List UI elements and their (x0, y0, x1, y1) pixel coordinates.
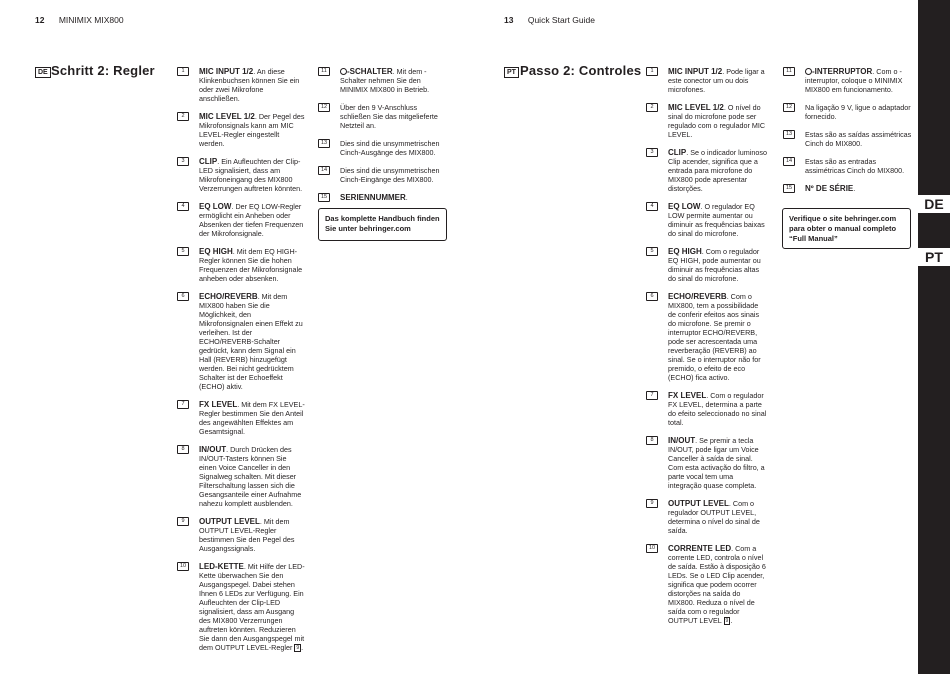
item-number: 6 (177, 292, 189, 301)
item-text: . (853, 184, 856, 193)
item-number: 11 (318, 67, 330, 76)
legend-item: 10 LED-KETTE. Mit Hilfe der LED-Kette überwachen Sie den Ausgangspegel. Dabei stehen Ihnen 6 LEDs zur Verfügung. Ein Aufleuchten der Clip-LED signalisiert, dass am Ausgang des MIX800 Verzerrungen auftreten könnten. Reduzieren Sie dann den Ausgangspegel mit dem OUTPUT LEVEL-Regler 9 . (199, 562, 305, 652)
left-section-title: Schritt 2: Regler (51, 63, 155, 78)
item-text: . Mit dem FX LEVEL-Regler bestimmen Sie den Anteil des angewählten Effektes am Gesamtsignal. (199, 400, 305, 436)
item-text: . Com o -interruptor, coloque o MINIMIX MIX800 em funcionamento. (805, 67, 903, 94)
item-text: Estas são as entradas assimétricas Cinch do MIX800. (805, 157, 905, 175)
item-text: . Ein Aufleuchten der Clip-LED signalisiert, dass am Mikrofoneingang des MIX800 Verzerrungen auftreten könnten. (199, 157, 303, 193)
item-number: 14 (783, 157, 795, 166)
item-number: 9 (177, 517, 189, 526)
legend-item (650, 148, 768, 193)
right-column-2 (785, 67, 915, 202)
right-section-title: Passo 2: Controles (520, 63, 642, 78)
item-text: . Mit dem OUTPUT LEVEL-Regler bestimmen Sie den Pegel des Ausgangssignals. (199, 517, 295, 553)
item-keyword: MIC LEVEL 1/2 (668, 103, 724, 112)
item-keyword: -SCHALTER (347, 67, 393, 76)
item-number: 14 (318, 166, 330, 175)
item-keyword: EQ LOW (668, 202, 701, 211)
item-keyword: EQ HIGH (199, 247, 233, 256)
legend-item (785, 130, 915, 148)
item-text: . Durch Drücken des IN/OUT-Tasters können Sie einen Voice Canceller in den Signalweg schalten. Mit dieser Filterschaltung lassen sich die Gesangsanteile einer Aufnahme nahezu komplett ausblenden. (199, 445, 302, 508)
legend-item (650, 202, 768, 238)
legend-item (785, 157, 915, 175)
item-text: . Der Pegel des Mikrofonsignals kann am MIC LEVEL-Regler eingestellt werden. (199, 112, 305, 148)
legend-item (181, 400, 305, 436)
item-text: Estas são as saídas assimétricas Cinch do MIX800. (805, 130, 912, 148)
legend-item (320, 103, 448, 130)
side-tab-pt[interactable]: PT (918, 248, 950, 266)
item-number: 7 (646, 391, 658, 400)
item-number: 5 (646, 247, 658, 256)
language-side-strip (918, 0, 950, 674)
legend-item (181, 157, 305, 193)
item-number: 2 (177, 112, 189, 121)
right-page-number: 13 (504, 15, 514, 25)
item-text: . Se o indicador luminoso Clip acender, significa que a entrada para microfone do MIX800 pode apresentar distorções. (668, 148, 767, 193)
right-lang-tag: PT (504, 67, 519, 78)
legend-item (181, 67, 305, 103)
legend-item (650, 103, 768, 139)
legend-item (650, 247, 768, 283)
side-tab-de[interactable]: DE (918, 195, 950, 213)
item-number: 1 (646, 67, 658, 76)
item-keyword: -INTERRUPTOR (812, 67, 873, 76)
item-keyword: MIC LEVEL 1/2 (199, 112, 255, 121)
item-number: 2 (646, 103, 658, 112)
right-manual-box: Verifique o site behringer.com para obter o manual completo “Full Manual” (782, 208, 911, 249)
item-number: 4 (646, 202, 658, 211)
item-keyword: SERIENNUMMER (340, 193, 406, 202)
left-column-1 (179, 67, 305, 661)
item-text: Dies sind die unsymmetrischen Cinch-Ausgänge des MIX800. (340, 139, 440, 157)
item-number: 6 (646, 292, 658, 301)
item-keyword: Nº DE SÉRIE (805, 184, 854, 193)
item-number: 5 (177, 247, 189, 256)
legend-item (650, 67, 768, 94)
legend-item (181, 202, 305, 238)
item-keyword: FX LEVEL (199, 400, 238, 409)
left-manual-box: Das komplette Handbuch finden Sie unter behringer.com (318, 208, 447, 241)
item-keyword: OUTPUT LEVEL (199, 517, 260, 526)
item-keyword: EQ HIGH (668, 247, 702, 256)
item-reference: 9 (296, 645, 300, 651)
item-keyword: CORRENTE LED (668, 544, 732, 553)
legend-item (181, 445, 305, 508)
item-text: . Com o regulador EQ HIGH, pode aumentar ou diminuir as frequências altas do sinal do microfone. (668, 247, 761, 283)
item-number: 7 (177, 400, 189, 409)
item-text: Über den 9 V-Anschluss schließen Sie das mitgelieferte Netzteil an. (340, 103, 438, 130)
item-number: 9 (646, 499, 658, 508)
legend-item (320, 193, 448, 202)
item-number: 11 (783, 67, 795, 76)
legend-item (181, 292, 305, 391)
item-keyword: LED-KETTE (199, 562, 244, 571)
item-text: . Com a corrente LED, controla o nível de saída. Estão à disposição 6 LEDs. Se o LED Clip acender, significa que podem ocorrer distorções na saída do MIX800. Reduza o nível de saída com o regulador OUTPUT LEVEL (668, 544, 766, 625)
item-text: . Se premir a tecla IN/OUT, pode ligar um Voice Canceller à saída de sinal. Com esta activação do filtro, a parte vocal tem uma integração quase completa. (668, 436, 765, 490)
item-text: . Pode ligar a este conector um ou dois microfones. (668, 67, 765, 94)
item-number: 13 (783, 130, 795, 139)
left-product-name: MINIMIX MIX800 (58, 15, 124, 25)
item-reference: 9 (725, 618, 729, 624)
item-text: . Mit dem -Schalter nehmen Sie den MINIMIX MIX800 in Betrieb. (340, 67, 430, 94)
item-text: . O regulador EQ LOW permite aumentar ou diminuir as frequências baixas do sinal do microfone. (668, 202, 765, 238)
right-header (504, 15, 595, 25)
item-keyword: ECHO/REVERB (668, 292, 727, 301)
item-keyword: ECHO/REVERB (199, 292, 258, 301)
item-keyword: EQ LOW (199, 202, 232, 211)
power-icon (340, 68, 347, 75)
item-number: 10 (646, 544, 658, 553)
item-number: 12 (318, 103, 330, 112)
item-text: . Mit dem EQ HIGH-Regler können Sie die hohen Frequenzen der Mikrofonsignale anheben oder absenken. (199, 247, 303, 283)
legend-item (786, 67, 915, 94)
legend-item (650, 391, 768, 427)
right-guide-name: Quick Start Guide (527, 15, 595, 25)
item-keyword: MIC INPUT 1/2 (199, 67, 254, 76)
left-lang-tag: DE (35, 67, 51, 78)
item-number: 13 (318, 139, 330, 148)
item-number: 15 (318, 193, 330, 202)
legend-item (181, 247, 305, 283)
legend-item (181, 517, 305, 553)
item-keyword: OUTPUT LEVEL (668, 499, 729, 508)
legend-item (320, 166, 448, 184)
item-text: . Mit Hilfe der LED-Kette überwachen Sie den Ausgangspegel. Dabei stehen Ihnen 6 LEDs zur Verfügung. Ein Aufleuchten der Clip-LED signalisiert, dass am Ausgang des MIX800 Verzerrungen auftreten könnten. Reduzieren Sie dann den Ausgangspegel mit dem OUTPUT LEVEL-Regler (199, 562, 305, 652)
item-text: . Com o regulador OUTPUT LEVEL, determina o nível do sinal de saída. (668, 499, 760, 535)
item-text: . Com o regulador FX LEVEL, determina a parte do efeito seleccionado no sinal total. (668, 391, 767, 427)
left-column-2 (320, 67, 448, 211)
item-number: 10 (177, 562, 189, 571)
item-number: 8 (646, 436, 658, 445)
item-text: . An diese Klinkenbuchsen können Sie ein oder zwei Mikrofone anschließen. (199, 67, 300, 103)
legend-item (785, 103, 915, 121)
item-number: 4 (177, 202, 189, 211)
item-number: 8 (177, 445, 189, 454)
item-keyword: IN/OUT (668, 436, 696, 445)
legend-item (320, 139, 448, 157)
item-text: Na ligação 9 V, ligue o adaptador fornecido. (805, 103, 911, 121)
legend-item (181, 112, 305, 148)
item-keyword: FX LEVEL (668, 391, 707, 400)
item-text: . O nível do sinal do microfone pode ser regulado com o regulador MIC LEVEL. (668, 103, 766, 139)
item-text: Dies sind die unsymmetrischen Cinch-Eingänge des MIX800. (340, 166, 440, 184)
legend-item: 10 CORRENTE LED. Com a corrente LED, controla o nível de saída. Estão à disposição 6 LEDs. Se o LED Clip acender, significa que podem ocorrer distorções na saída do MIX800. Reduza o nível de saída com o regulador OUTPUT LEVEL 9 . (668, 544, 768, 625)
legend-item (650, 436, 768, 490)
item-number: 1 (177, 67, 189, 76)
item-text: . (405, 193, 408, 202)
left-page-number: 12 (35, 15, 45, 25)
item-text: . Mit dem MIX800 haben Sie die Möglichkeit, den Mikrofonsignalen einen Effekt zu verleihen. Ist der ECHO/REVERB-Schalter gedrückt, kann dem Signal ein Hall (REVERB) hinzugefügt werden. Bei nicht gedrücktem Schalter ist der Echoeffekt (ECHO) aktiv. (199, 292, 303, 391)
item-text: . Com o MIX800, tem a possibilidade de conferir efeitos aos sinais do microfone. Se premir o interruptor ECHO/REVERB, pode ser acrescentada uma reverberação (REVERB) ao sinal. Se o interruptor não for premido, o efeito de eco (ECHO) fica activo. (668, 292, 761, 382)
right-column-1 (648, 67, 768, 634)
item-number: 15 (783, 184, 795, 193)
power-icon (805, 68, 812, 75)
legend-item (650, 499, 768, 535)
left-header (35, 15, 124, 25)
item-number: 3 (646, 148, 658, 157)
item-keyword: IN/OUT (199, 445, 227, 454)
legend-item (321, 67, 448, 94)
item-keyword: MIC INPUT 1/2 (668, 67, 723, 76)
legend-item (785, 184, 915, 193)
item-number: 12 (783, 103, 795, 112)
item-text: . Der EQ LOW-Regler ermöglicht ein Anheben oder Absenken der tiefen Frequenzen der Mikrofonsignale. (199, 202, 304, 238)
item-keyword: CLIP (668, 148, 687, 157)
legend-item (650, 292, 768, 382)
item-keyword: CLIP (199, 157, 218, 166)
item-number: 3 (177, 157, 189, 166)
